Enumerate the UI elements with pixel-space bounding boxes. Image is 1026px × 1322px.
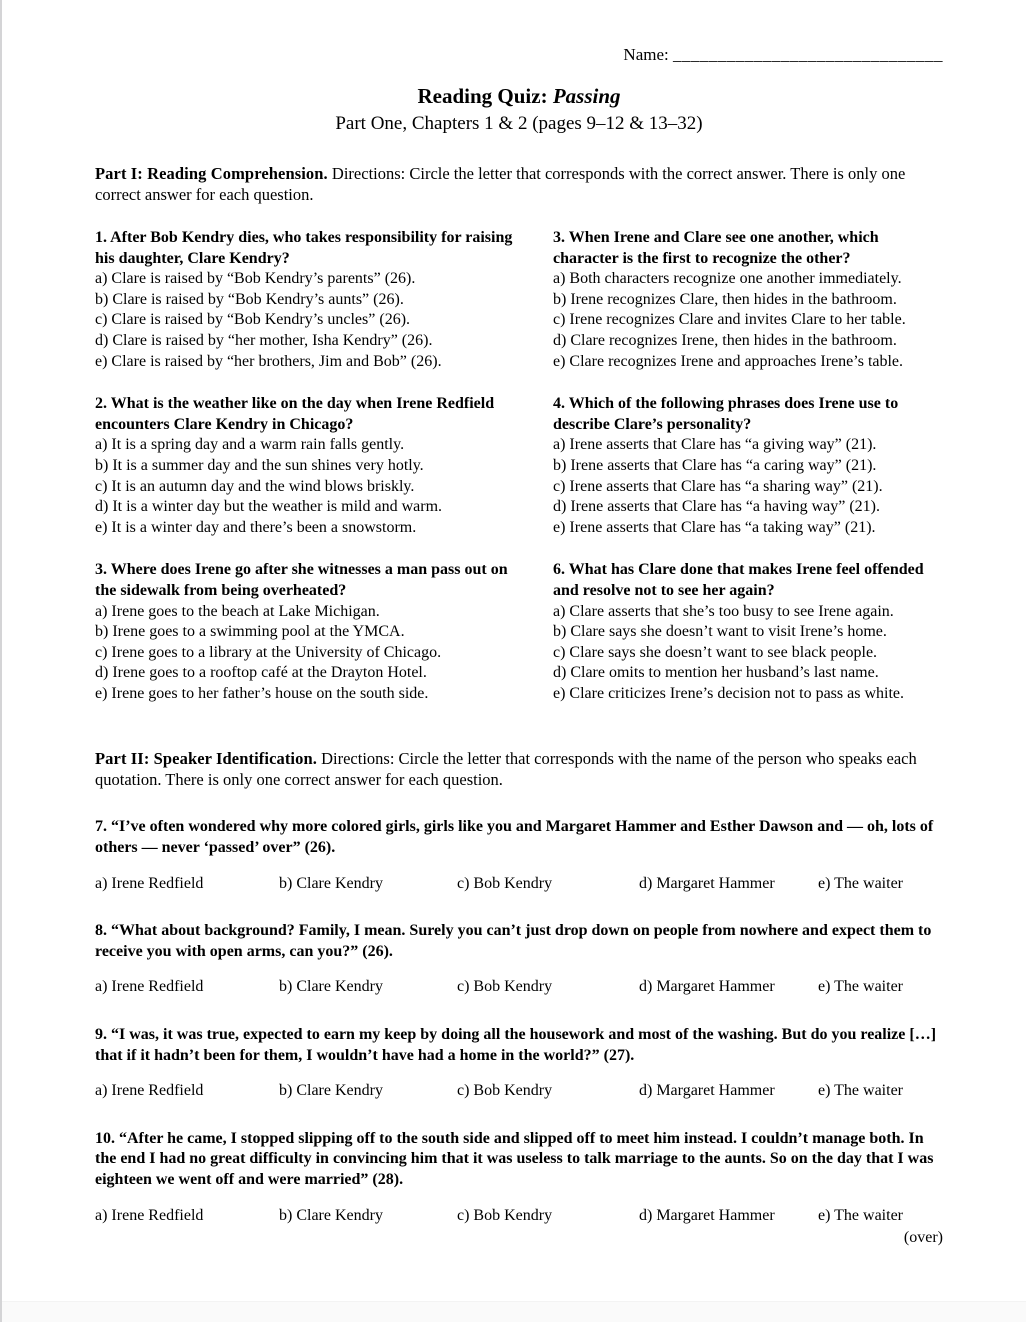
question-6-prompt: 6. What has Clare done that makes Irene feel offended and resolve not to see her again? bbox=[553, 561, 924, 599]
question-8 bbox=[95, 921, 943, 998]
question-9 bbox=[95, 1025, 943, 1102]
question-9-option-c: c) Bob Kendry bbox=[457, 1082, 553, 1100]
name-row bbox=[95, 44, 943, 66]
question-3-right-option-b: b) Irene recognizes Clare, then hides in the bathroom. bbox=[553, 290, 897, 308]
question-3-left bbox=[95, 560, 525, 704]
question-2 bbox=[95, 394, 525, 538]
question-6 bbox=[553, 560, 943, 704]
question-4 bbox=[553, 394, 943, 538]
question-3-left-option-d: d) Irene goes to a rooftop café at the Drayton Hotel. bbox=[95, 664, 427, 682]
question-9-option-e: e) The waiter bbox=[818, 1082, 903, 1100]
name-blank-line: ______________________________ bbox=[673, 45, 943, 64]
question-10 bbox=[95, 1129, 943, 1226]
question-6-option-b: b) Clare says she doesn’t want to visit Irene’s home. bbox=[553, 623, 887, 641]
part1-section-head bbox=[95, 163, 943, 205]
part1-left-column bbox=[95, 228, 525, 704]
part1-questions bbox=[95, 228, 943, 704]
question-4-option-c: c) Irene asserts that Clare has “a sharing way” (21). bbox=[553, 477, 883, 495]
question-4-option-b: b) Irene asserts that Clare has “a caring way” (21). bbox=[553, 456, 877, 474]
question-1-option-e: e) Clare is raised by “her brothers, Jim and Bob” (26). bbox=[95, 352, 442, 370]
question-7-option-a: a) Irene Redfield bbox=[95, 874, 204, 892]
question-9-option-d: d) Margaret Hammer bbox=[639, 1082, 775, 1100]
quiz-subtitle: Part One, Chapters 1 & 2 (pages 9–12 & 13–32) bbox=[335, 113, 703, 134]
question-10-option-e: e) The waiter bbox=[818, 1206, 903, 1224]
part2-heading: Part II: Speaker Identification. bbox=[95, 749, 317, 769]
question-2-option-b: b) It is a summer day and the sun shines very hotly. bbox=[95, 456, 424, 474]
question-8-option-a: a) Irene Redfield bbox=[95, 978, 204, 996]
question-7-option-c: c) Bob Kendry bbox=[457, 874, 553, 892]
question-2-option-d: d) It is a winter day but the weather is mild and warm. bbox=[95, 498, 443, 516]
question-3-left-option-c: c) Irene goes to a library at the University of Chicago. bbox=[95, 643, 442, 661]
question-2-option-e: e) It is a winter day and there’s been a snowstorm. bbox=[95, 518, 417, 536]
question-8-option-d: d) Margaret Hammer bbox=[639, 978, 775, 996]
question-9-prompt: 9. “I was, it was true, expected to earn my keep by doing all the housework and most of the washing. But do you realize […] that if it hadn’t been for them, I wouldn’t have had a home in the world?” (27). bbox=[95, 1026, 937, 1064]
question-3-right-prompt: 3. When Irene and Clare see one another, which character is the first to recognize the other? bbox=[553, 229, 879, 267]
question-6-option-a: a) Clare asserts that she’s too busy to see Irene again. bbox=[553, 602, 894, 620]
question-4-option-d: d) Irene asserts that Clare has “a having way” (21). bbox=[553, 498, 880, 516]
question-7-option-d: d) Margaret Hammer bbox=[639, 874, 775, 892]
part1-directions: Directions: Circle the letter that corresponds with the correct answer. There is only one correct answer for each question. bbox=[95, 164, 906, 204]
quiz-title bbox=[95, 83, 943, 109]
question-1-option-c: c) Clare is raised by “Bob Kendry’s uncles” (26). bbox=[95, 311, 411, 329]
part2-section-head bbox=[95, 748, 943, 790]
question-8-option-b: b) Clare Kendry bbox=[279, 978, 383, 996]
question-10-option-a: a) Irene Redfield bbox=[95, 1206, 204, 1224]
question-3-right-option-e: e) Clare recognizes Irene and approaches Irene’s table. bbox=[553, 352, 904, 370]
question-4-option-a: a) Irene asserts that Clare has “a giving way” (21). bbox=[553, 436, 877, 454]
question-6-option-d: d) Clare omits to mention her husband’s last name. bbox=[553, 664, 879, 682]
question-8-prompt: 8. “What about background? Family, I mean. Surely you can’t just drop down on people from nowhere and expect them to receive you with open arms, can you?” (26). bbox=[95, 922, 932, 960]
question-7-option-e: e) The waiter bbox=[818, 874, 903, 892]
question-1 bbox=[95, 228, 525, 372]
quiz-title-prefix: Reading Quiz: bbox=[417, 84, 553, 108]
page-bottom-band bbox=[2, 1301, 1026, 1322]
question-10-option-c: c) Bob Kendry bbox=[457, 1206, 553, 1224]
question-3-right-option-c: c) Irene recognizes Clare and invites Clare to her table. bbox=[553, 311, 906, 329]
quiz-title-book: Passing bbox=[552, 84, 621, 108]
question-3-right bbox=[553, 228, 943, 372]
question-1-option-b: b) Clare is raised by “Bob Kendry’s aunts” (26). bbox=[95, 290, 404, 308]
question-7-prompt: 7. “I’ve often wondered why more colored girls, girls like you and Margaret Hammer and Esther Dawson and — oh, lots of others — never ‘passed’ over” (26). bbox=[95, 818, 934, 857]
question-2-option-a: a) It is a spring day and a warm rain falls gently. bbox=[95, 436, 405, 454]
part1-heading: Part I: Reading Comprehension. bbox=[95, 164, 328, 183]
question-7-options bbox=[95, 874, 943, 895]
name-label: Name: bbox=[623, 45, 673, 64]
question-3-left-prompt: 3. Where does Irene go after she witnesses a man pass out on the sidewalk from being overheated? bbox=[95, 561, 508, 599]
part2-directions: Directions: Circle the letter that corresponds with the name of the person who speaks each quotation. There is only one correct answer for each question. bbox=[95, 749, 917, 790]
question-1-prompt: 1. After Bob Kendry dies, who takes responsibility for raising his daughter, Clare Kendry? bbox=[95, 229, 513, 267]
question-3-right-option-d: d) Clare recognizes Irene, then hides in the bathroom. bbox=[553, 331, 897, 349]
question-8-option-e: e) The waiter bbox=[818, 978, 903, 996]
question-4-prompt: 4. Which of the following phrases does Irene use to describe Clare’s personality? bbox=[553, 395, 899, 433]
question-7-option-b: b) Clare Kendry bbox=[279, 874, 383, 892]
question-8-option-c: c) Bob Kendry bbox=[457, 978, 553, 996]
question-6-option-c: c) Clare says she doesn’t want to see black people. bbox=[553, 643, 878, 661]
part1-right-column bbox=[553, 228, 943, 704]
question-2-option-c: c) It is an autumn day and the wind blows briskly. bbox=[95, 477, 415, 495]
question-1-option-a: a) Clare is raised by “Bob Kendry’s parents” (26). bbox=[95, 270, 416, 288]
question-10-option-d: d) Margaret Hammer bbox=[639, 1206, 775, 1224]
question-9-options bbox=[95, 1081, 943, 1102]
question-6-option-e: e) Clare criticizes Irene’s decision not to pass as white. bbox=[553, 684, 904, 702]
question-3-left-option-b: b) Irene goes to a swimming pool at the YMCA. bbox=[95, 623, 405, 641]
question-1-option-d: d) Clare is raised by “her mother, Isha Kendry” (26). bbox=[95, 331, 433, 349]
question-9-option-a: a) Irene Redfield bbox=[95, 1082, 204, 1100]
question-9-option-b: b) Clare Kendry bbox=[279, 1082, 383, 1100]
question-10-options bbox=[95, 1206, 943, 1227]
over-note: (over) bbox=[903, 1229, 943, 1247]
question-3-right-option-a: a) Both characters recognize one another immediately. bbox=[553, 270, 902, 288]
quiz-content bbox=[2, 0, 1026, 1248]
question-8-options bbox=[95, 977, 943, 998]
question-3-left-option-e: e) Irene goes to her father’s house on the south side. bbox=[95, 684, 429, 702]
question-4-option-e: e) Irene asserts that Clare has “a taking way” (21). bbox=[553, 518, 876, 536]
question-10-option-b: b) Clare Kendry bbox=[279, 1206, 383, 1224]
question-10-prompt: 10. “After he came, I stopped slipping off to the south side and slipped off to meet him instead. I couldn’t manage both. In the end I had no great difficulty in convincing him that it was useless to talk marriage to the aunts. So on the day that I was eighteen we went off and were married” (28). bbox=[95, 1129, 934, 1188]
question-7 bbox=[95, 817, 943, 894]
question-2-prompt: 2. What is the weather like on the day when Irene Redfield encounters Clare Kendry in Chicago? bbox=[95, 395, 495, 433]
question-3-left-option-a: a) Irene goes to the beach at Lake Michigan. bbox=[95, 602, 380, 620]
